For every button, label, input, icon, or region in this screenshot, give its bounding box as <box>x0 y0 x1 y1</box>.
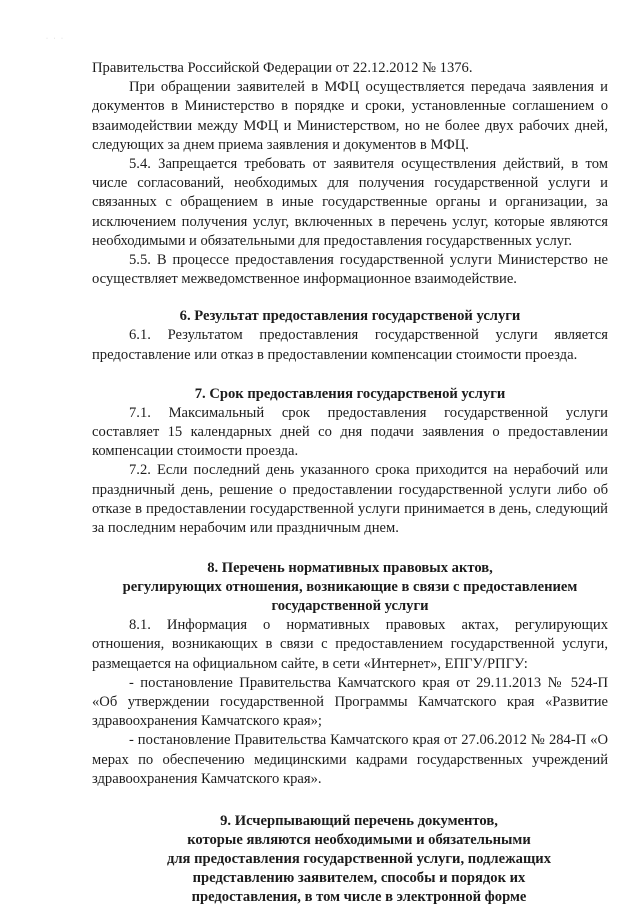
section-6-heading: 6. Результат предоставления государственой услуги <box>179 308 521 325</box>
paragraph-7-1: 7.1. Максимальный срок предоставления государственной услуги составляет 15 календарных дней со дня подачи заявления о предоставлении компенсации стоимости проезда. <box>92 404 608 460</box>
section-8-heading <box>92 559 608 616</box>
paragraph-7-2: 7.2. Если последний день указанного срока приходится на нерабочий или праздничный день, решение о предоставлении государственной услуги либо об отказе в предоставлении государственной услуги принимается в день, следующий за последним нерабочим или праздничным днем. <box>92 462 608 537</box>
paragraph-decree-524: - постановление Правительства Камчатского края от 29.11.2013 № 524-П «Об утверждении государственной Программы Камчатского края «Развитие здравоохранения Камчатского края»; <box>92 674 608 730</box>
section-9-heading-line: для предоставления государственной услуги, подлежащих <box>166 851 551 868</box>
paragraph-decree-284: - постановление Правительства Камчатского края от 27.06.2012 № 284-П «О мерах по обеспечению медицинскими кадрами государственных учреждений здравоохранения Камчатского края». <box>92 732 608 787</box>
scan-corner-mark: · · · <box>46 36 65 42</box>
section-9-heading <box>92 812 608 907</box>
section-8-heading-line: 8. Перечень нормативных правовых актов, <box>207 560 493 577</box>
paragraph-mfc-transfer: При обращении заявителей в МФЦ осуществляется передача заявления и документов в Министерство в порядке и сроки, установленные соглашением о взаимодействии между МФЦ и Министерством, но не более двух рабочих дней, следующих за днем приема заявления и документов в МФЦ. <box>92 79 608 153</box>
section-9-heading-line: которые являются необходимыми и обязательными <box>187 832 531 849</box>
section-8-heading-line: государственной услуги <box>271 598 429 615</box>
paragraph-5-5: 5.5. В процессе предоставления государственной услуги Министерство не осуществляет межведомственное информационное взаимодействие. <box>92 252 608 288</box>
paragraph-8-1: 8.1. Информация о нормативных правовых актах, регулирующих отношения, возникающих в связи с предоставлением государственной услуги, размещается на официальном сайте, в сети «Интернет», ЕПГУ/РПГУ: <box>92 617 608 672</box>
section-9-heading-line: представлению заявителем, способы и порядок их <box>192 870 526 887</box>
section-9-heading-line: предоставления, в том числе в электронной форме <box>191 889 527 906</box>
paragraph-continuation: Правительства Российской Федерации от 22.12.2012 № 1376. <box>92 60 473 76</box>
document-body <box>92 59 608 907</box>
paragraph-6-1: 6.1. Результатом предоставления государственной услуги является предоставление или отказ в предоставлении компенсации стоимости проезда. <box>92 327 608 363</box>
section-7-heading: 7. Срок предоставления государственой услуги <box>194 385 506 402</box>
paragraph-5-4: 5.4. Запрещается требовать от заявителя осуществления действий, в том числе согласований, необходимых для получения государственной услуги и связанных с обращением в иные государственные органы и организации, за исключением получения услуг, включенных в перечень услуг, которые являются необходимыми и обязательными для предоставления государственных услуг. <box>92 156 608 249</box>
section-8-heading-line: регулирующих отношения, возникающие в связи с предоставлением <box>122 579 578 596</box>
section-9-heading-line: 9. Исчерпывающий перечень документов, <box>220 813 498 830</box>
